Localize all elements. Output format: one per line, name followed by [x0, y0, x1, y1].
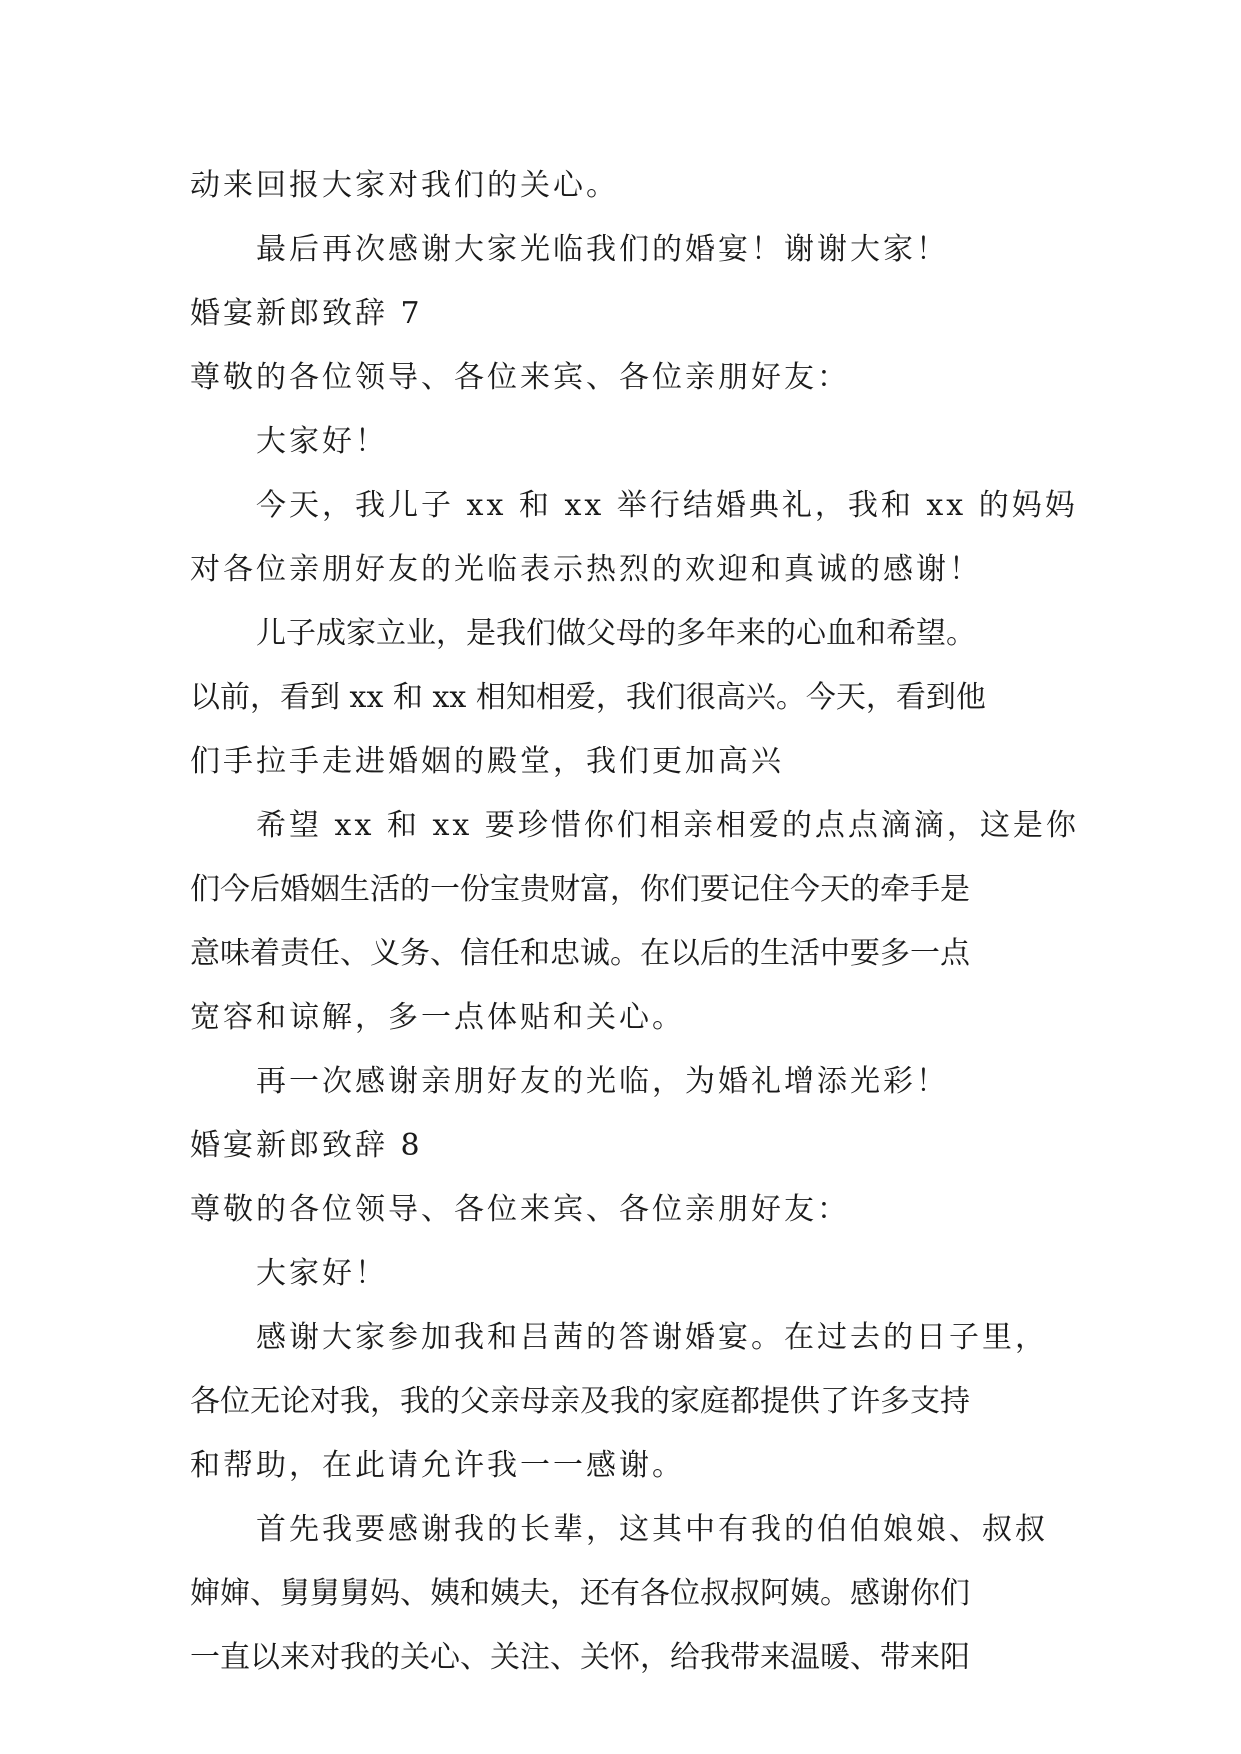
text-line: 和帮助，在此请允许我一一感谢。	[190, 1448, 685, 1483]
text-line: 感谢大家参加我和吕茜的答谢婚宴。在过去的日子里，	[256, 1320, 1048, 1355]
greeting: 大家好！	[256, 1256, 388, 1291]
text-line: 以前，看到 xx 和 xx 相知相爱，我们很高兴。今天，看到他	[190, 680, 986, 715]
text-line: 对各位亲朋好友的光临表示热烈的欢迎和真诚的感谢！	[190, 552, 982, 587]
text-line: 宽容和谅解，多一点体贴和关心。	[190, 1000, 685, 1035]
text-line: 婶婶、舅舅舅妈、姨和姨夫，还有各位叔叔阿姨。感谢你们	[190, 1576, 970, 1611]
text-line: 再一次感谢亲朋好友的光临，为婚礼增添光彩！	[256, 1064, 949, 1099]
text-line: 一直以来对我的关心、关注、关怀，给我带来温暖、带来阳	[190, 1640, 970, 1675]
text-line: 动来回报大家对我们的关心。	[190, 168, 619, 203]
text-line: 儿子成家立业，是我们做父母的多年来的心血和希望。	[256, 616, 976, 651]
section-heading: 婚宴新郎致辞 8	[190, 1128, 423, 1163]
text-line: 们今后婚姻生活的一份宝贵财富，你们要记住今天的牵手是	[190, 872, 970, 907]
text-line: 首先我要感谢我的长辈，这其中有我的伯伯娘娘、叔叔	[256, 1512, 1048, 1547]
section-heading: 婚宴新郎致辞 7	[190, 296, 423, 331]
text-line: 最后再次感谢大家光临我们的婚宴！谢谢大家！	[256, 232, 949, 267]
text-line: 意味着责任、义务、信任和忠诚。在以后的生活中要多一点	[190, 936, 970, 971]
text-line: 们手拉手走进婚姻的殿堂，我们更加高兴	[190, 744, 784, 779]
greeting: 大家好！	[256, 424, 388, 459]
salutation: 尊敬的各位领导、各位来宾、各位亲朋好友：	[190, 1192, 850, 1227]
text-line: 希望 xx 和 xx 要珍惜你们相亲相爱的点点滴滴，这是你	[256, 808, 1079, 843]
document-body	[190, 154, 1079, 1690]
salutation: 尊敬的各位领导、各位来宾、各位亲朋好友：	[190, 360, 850, 395]
text-line: 各位无论对我，我的父亲母亲及我的家庭都提供了许多支持	[190, 1384, 970, 1419]
text-line: 今天，我儿子 xx 和 xx 举行结婚典礼，我和 xx 的妈妈	[256, 488, 1078, 523]
